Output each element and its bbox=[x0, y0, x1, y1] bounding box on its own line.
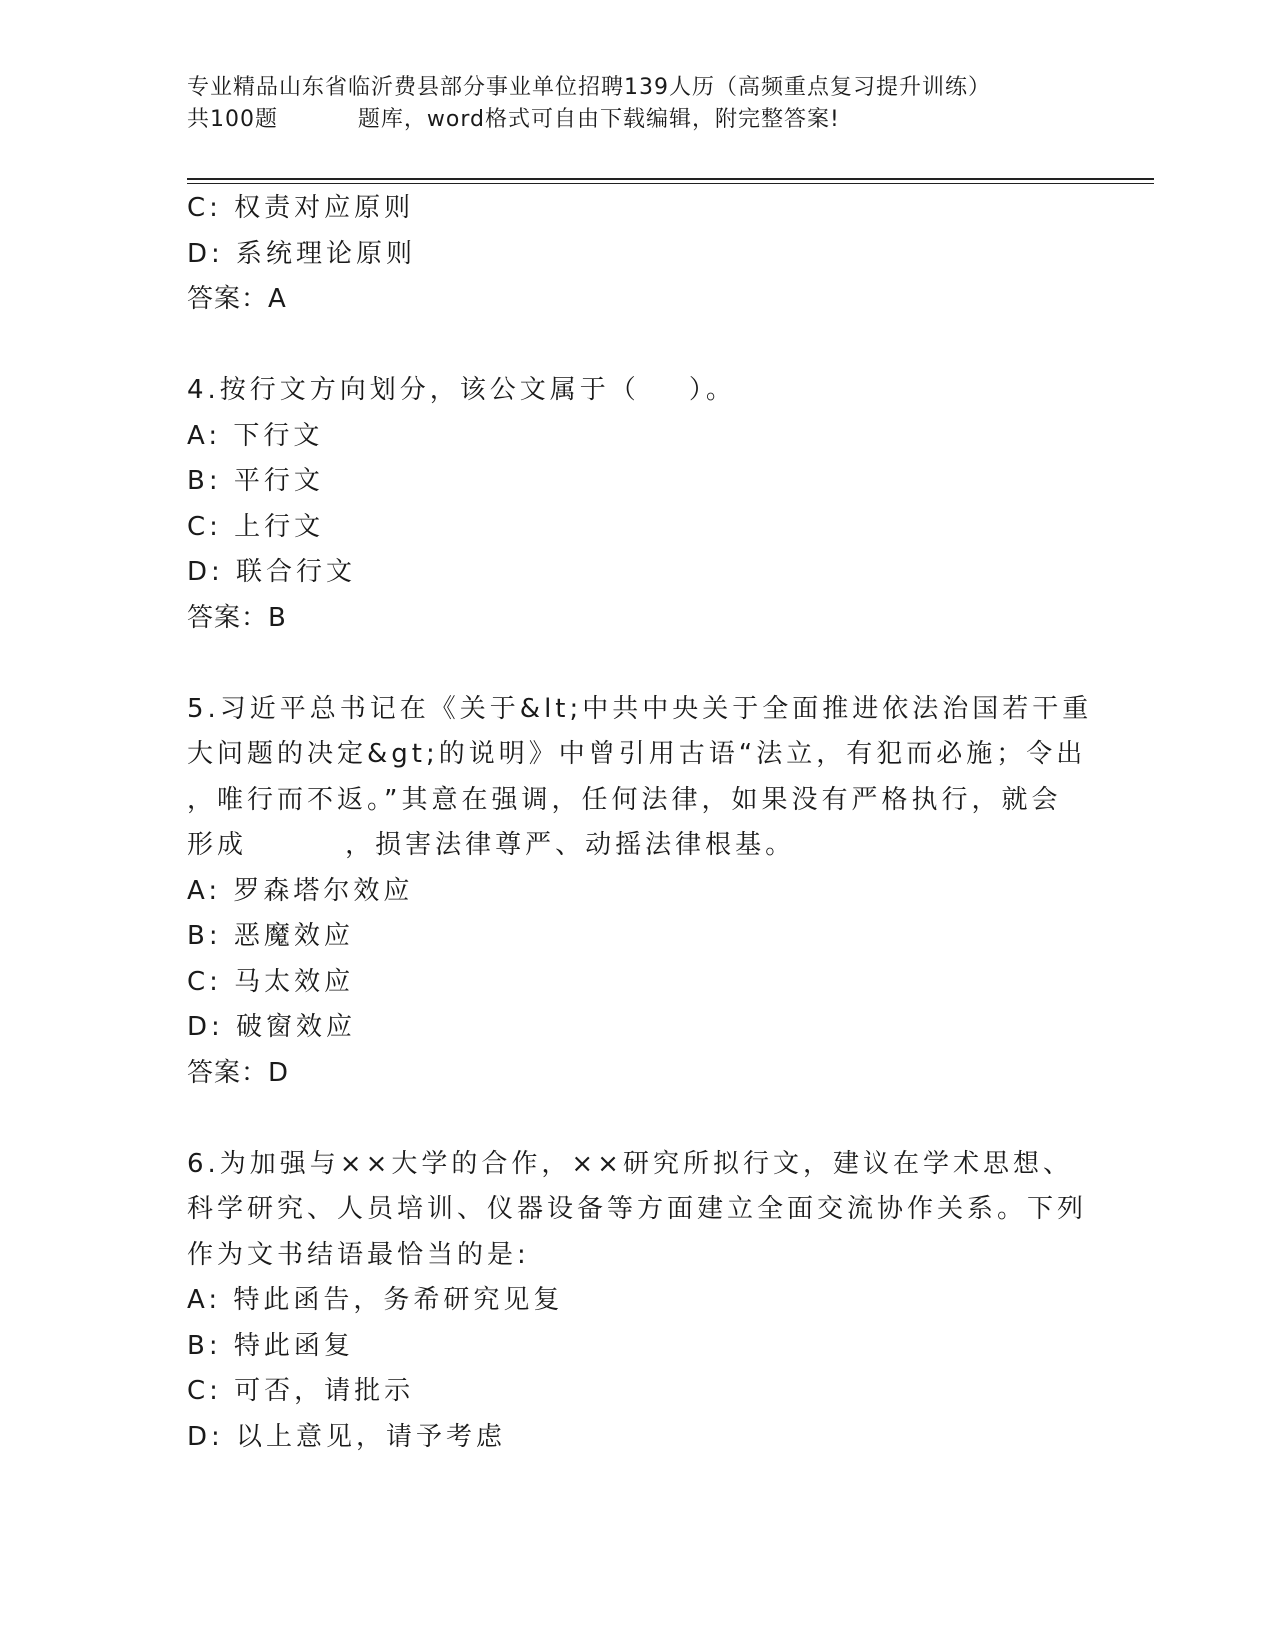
question-stem: 4.按行文方向划分，该公文属于（ ）。 bbox=[187, 375, 736, 405]
question-stem-line2: 科学研究、人员培训、仪器设备等方面建立全面交流协作关系。下列 bbox=[187, 1194, 1088, 1224]
option-a: A: 罗森塔尔效应 bbox=[187, 875, 414, 906]
question-stem-line1: 6.为加强与××大学的合作，××研究所拟行文，建议在学术思想、 bbox=[187, 1148, 1073, 1179]
option-b: B: 恶魔效应 bbox=[187, 921, 354, 951]
question-3-tail bbox=[187, 186, 1067, 323]
option-b: B: 特此函复 bbox=[187, 1330, 354, 1361]
question-stem-line3: ，唯行而不返。”其意在强调，任何法律，如果没有严格执行，就会 bbox=[187, 784, 1062, 815]
option-a: A: 特此函告，务希研究见复 bbox=[187, 1285, 564, 1315]
header-divider-thick bbox=[187, 178, 1154, 180]
option-c: C: 上行文 bbox=[187, 511, 325, 542]
header-title-line2: 共100题 题库，word格式可自由下载编辑，附完整答案! bbox=[187, 107, 840, 132]
question-5 bbox=[187, 687, 1093, 1097]
question-stem-line4: 形成 ，损害法律尊严、动摇法律根基。 bbox=[187, 830, 796, 860]
header-divider-thin bbox=[187, 183, 1154, 184]
question-stem-line3: 作为文书结语最恰当的是: bbox=[187, 1239, 530, 1270]
option-d: D: 联合行文 bbox=[187, 557, 357, 587]
question-4 bbox=[187, 368, 1067, 641]
document-body bbox=[187, 186, 1093, 1460]
question-stem-line2: 大问题的决定&gt;的说明》中曾引用古语“法立，有犯而必施；令出 bbox=[187, 739, 1087, 769]
header-title-line1: 专业精品山东省临沂费县部分事业单位招聘139人历（高频重点复习提升训练） bbox=[187, 75, 991, 100]
option-b: B: 平行文 bbox=[187, 466, 324, 496]
option-d: D: 系统理论原则 bbox=[187, 238, 417, 269]
option-d: D: 破窗效应 bbox=[187, 1012, 357, 1042]
question-6 bbox=[187, 1142, 1088, 1461]
option-c: C: 马太效应 bbox=[187, 966, 355, 997]
option-a: A: 下行文 bbox=[187, 420, 324, 451]
answer-line: 答案：B bbox=[187, 602, 287, 633]
document-header bbox=[187, 72, 1067, 136]
option-c: C: 可否，请批示 bbox=[187, 1376, 415, 1406]
question-stem-line1: 5.习近平总书记在《关于&lt;中共中央关于全面推进依法治国若干重 bbox=[187, 693, 1093, 724]
answer-line: 答案：A bbox=[187, 284, 287, 314]
answer-line: 答案：D bbox=[187, 1057, 290, 1088]
option-d: D: 以上意见，请予考虑 bbox=[187, 1421, 507, 1452]
option-c: C: 权责对应原则 bbox=[187, 193, 415, 223]
